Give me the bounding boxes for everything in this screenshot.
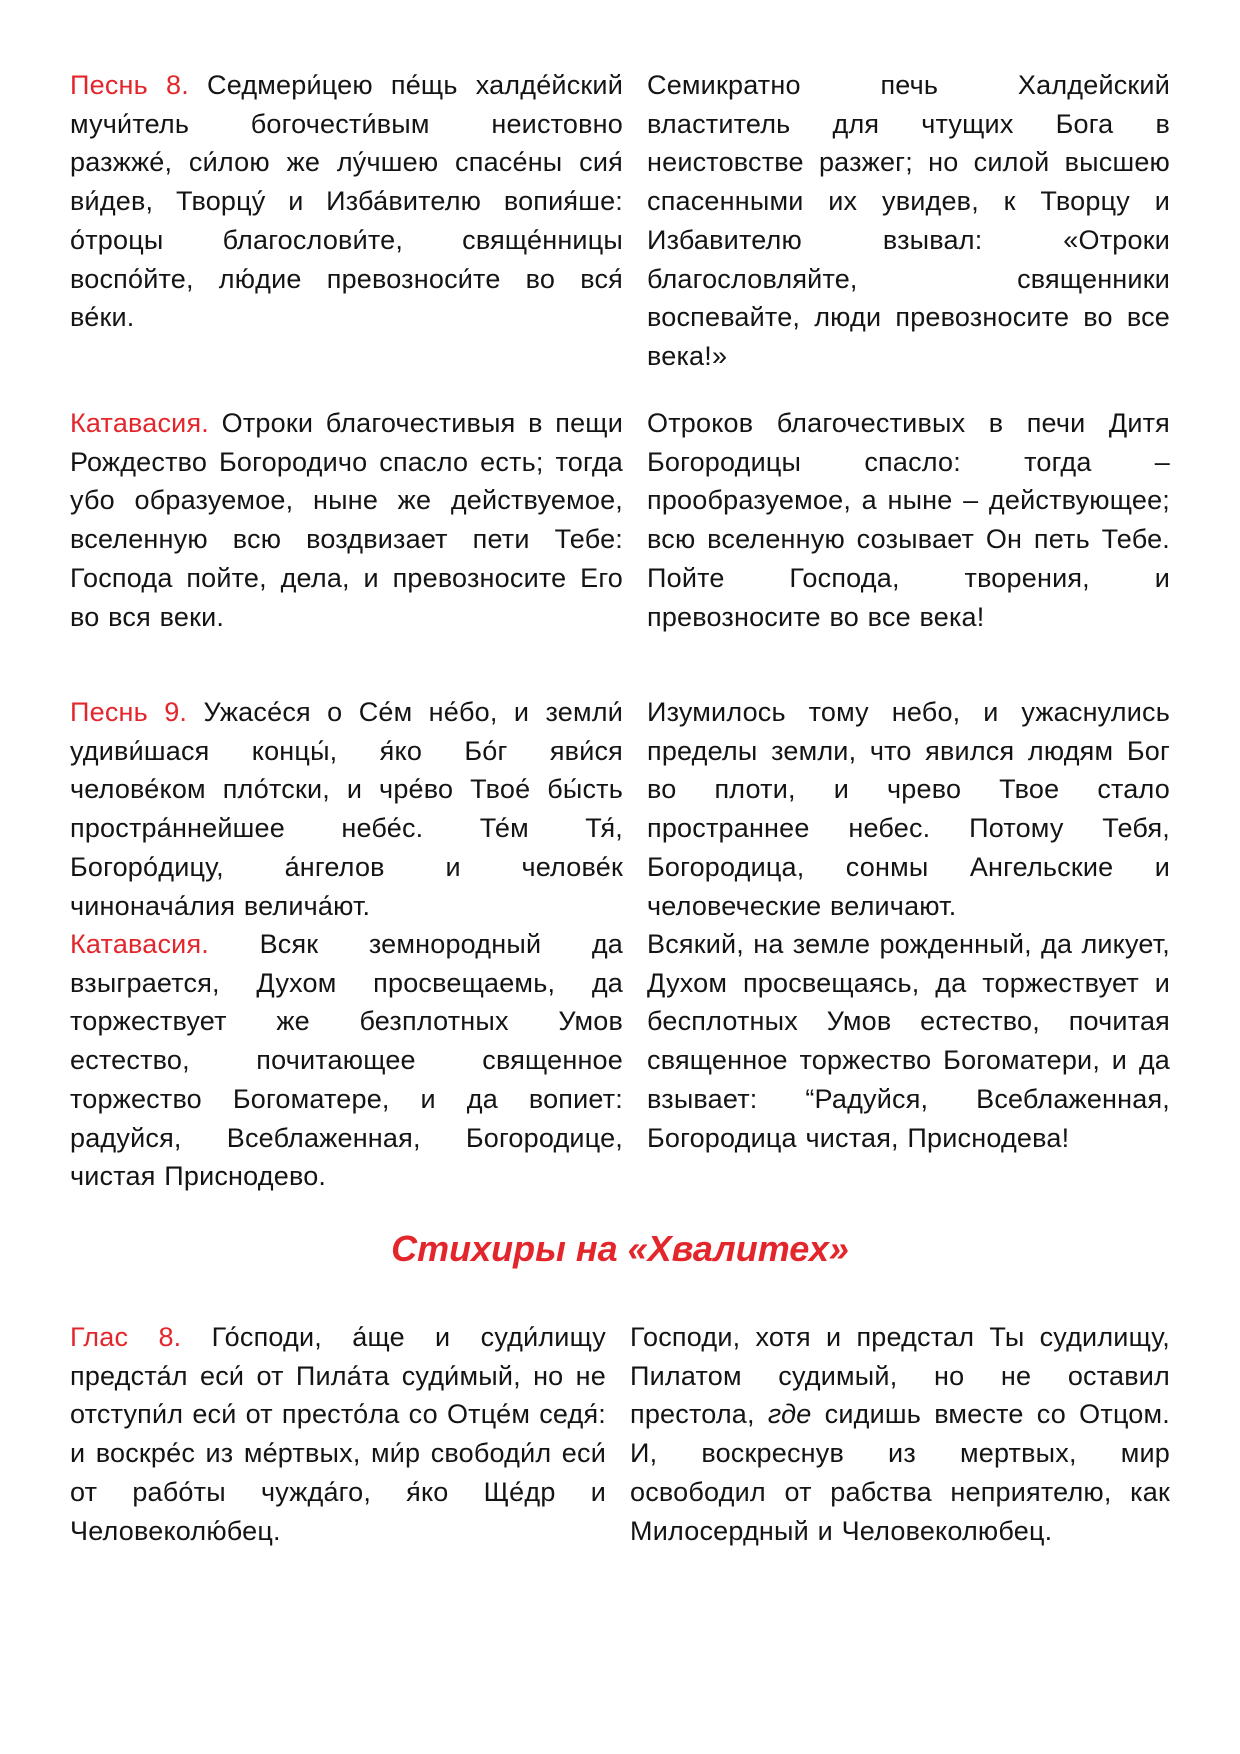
russian-text-italic: где <box>767 1399 812 1430</box>
slavonic-column <box>70 66 623 376</box>
section-katavasia-9 <box>70 925 1170 1196</box>
section-label: Песнь 9. <box>70 697 188 727</box>
section-label: Глас 8. <box>70 1322 182 1352</box>
russian-text-part-1: Господи, хотя и предстал Ты судилищу, Пилатом судимый, но не оставил престола, <box>630 1322 1170 1430</box>
slavonic-text: Го́споди, а́ще и суди́лищу предста́л еси́ от Пила́та суди́мый, но не отступи́л еси́ от престо́ла со Отце́м седя́: и воскре́с из ме́ртвых, ми́р свободи́л еси́ от рабо́ты чужда́го, я́ко Ще́др и Человеколю́бец. <box>70 1322 607 1546</box>
russian-text: Семикратно печь Халдейский властитель для чтущих Бога в неистовстве разжег; но силой высшею спасенными их увидев, к Творцу и Избавителю взывал: «Отроки благословляйте, священники воспевайте, люди превозносите во все века!» <box>647 70 1170 371</box>
russian-column <box>647 404 1170 636</box>
russian-text-part-2: сидишь вместе со Отцом. И, воскреснув из мертвых, мир освободил от рабства неприятелю, как Милосердный и Человеколюбец. <box>630 1399 1170 1546</box>
section-label: Катавасия. <box>70 408 209 438</box>
slavonic-column <box>70 1318 606 1550</box>
russian-column <box>647 925 1170 1196</box>
slavonic-column <box>70 693 623 925</box>
russian-column <box>647 693 1170 925</box>
section-canto-8 <box>70 66 1170 376</box>
slavonic-text: Ужасе́ся о Се́м не́бо, и земли́ удиви́шася концы́, я́ко Бо́г яви́ся челове́ком пло́тски, и чре́во Твое́ бы́сть простра́ннейшее небе́с. Те́м Тя́, Богоро́дицу, а́нгелов и челове́к чинонача́лия велича́ют. <box>70 697 624 921</box>
russian-text: Изумилось тому небо, и ужаснулись пределы земли, что явился людям Бог во плоти, и чрево Твое стало пространнее небес. Потому Тебя, Богородица, сонмы Ангельские и человеческие величают. <box>647 697 1170 921</box>
section-canto-9 <box>70 693 1170 925</box>
russian-text: Всякий, на земле рожденный, да ликует, Духом просвещаясь, да торжествует и бесплотных Умов естество, почитая священное торжество Богоматери, и да взывает: “Радуйся, Всеблаженная, Богородица чистая, Приснодева! <box>647 929 1170 1153</box>
section-label: Катавасия. <box>70 929 209 959</box>
russian-column <box>647 66 1170 376</box>
section-stichera-tone-8 <box>70 1318 1170 1550</box>
section-label: Песнь 8. <box>70 70 189 100</box>
slavonic-column <box>70 404 623 636</box>
stichera-heading: Стихиры на «Хвалитех» <box>391 1228 849 1269</box>
slavonic-text: Всяк земнородный да взыграется, Духом просвещаемь, да торжествует же безплотных Умов естество, почитающее священное торжество Богоматере, и да вопиет: радуйся, Всеблаженная, Богородице, чистая Приснодево. <box>70 929 623 1192</box>
slavonic-text: Седмери́цею пе́щь халде́йский мучи́тель богочести́вым неистовно разжже́, си́лою же лу́чшею спасе́ны сия́ ви́дев, Творцу́ и Изба́вителю вопия́ше: о́троцы благослови́те, свяще́нницы воспо́йте, лю́дие превозноси́те во вся́ ве́ки. <box>70 70 623 333</box>
section-katavasia-8 <box>70 404 1170 636</box>
slavonic-column <box>70 925 623 1196</box>
russian-text: Отроков благочестивых в печи Дитя Богородицы спасло: тогда – прообразуемое, а ныне – действующее; всю вселенную созывает Он петь Тебе. Пойте Господа, творения, и превозносите во все века! <box>647 408 1170 632</box>
slavonic-text: Отроки благочестивыя в пещи Рождество Богородичо спасло есть; тогда убо образуемое, ныне же действуемое, вселенную всю воздвизает пети Тебе: Господа пойте, дела, и превозносите Его во вся веки. <box>70 408 624 632</box>
russian-column <box>630 1318 1170 1550</box>
